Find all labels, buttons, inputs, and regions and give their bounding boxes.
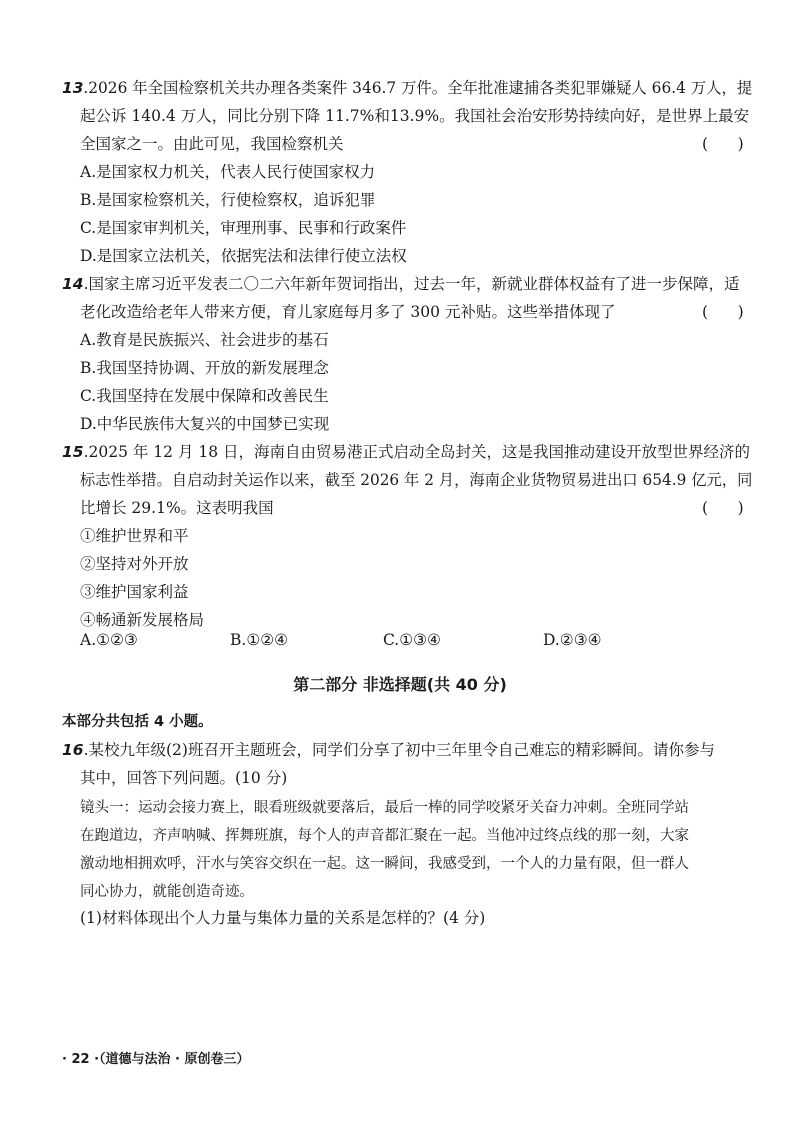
q14-number: 14 bbox=[62, 275, 84, 293]
q14-option-b: B.我国坚持协调、开放的新发展理念 bbox=[80, 359, 329, 377]
q16-line2: 其中，回答下列问题。(10 分) bbox=[80, 769, 288, 787]
q13-line2: 起公诉 140.4 万人，同比分别下降 11.7%和13.9%。我国社会治安形势持续向好，是世界上最安 bbox=[80, 107, 750, 125]
page-footer: · 22 ·（道德与法治 · 原创卷三） bbox=[62, 1052, 250, 1067]
q16-number: 16 bbox=[62, 741, 84, 759]
q14-line2: 老化改造给老年人带来方便，育儿家庭每月多了 300 元补贴。这些举措体现了 bbox=[80, 303, 616, 321]
q16-line1: 16.某校九年级(2)班召开主题班会，同学们分享了初中三年里令自己难忘的精彩瞬间。请你参与 bbox=[62, 741, 715, 759]
q14-option-a: A.教育是民族振兴、社会进步的基石 bbox=[80, 331, 329, 349]
q13-line3: 全国家之一。由此可见，我国检察机关 bbox=[80, 135, 344, 153]
q15-line2: 标志性举措。自启动封关运作以来，截至 2026 年 2 月，海南企业货物贸易进出口 654.9 亿元，同 bbox=[80, 471, 753, 489]
q13-number: 13 bbox=[62, 79, 84, 97]
q16-sub1: (1)材料体现出个人力量与集体力量的关系是怎样的？(4 分) bbox=[80, 909, 486, 927]
q13-option-c: C.是国家审判机关，审理刑事、民事和行政案件 bbox=[80, 219, 407, 237]
q14-answer-paren: ( ) bbox=[702, 303, 744, 321]
q14-option-c: C.我国坚持在发展中保障和改善民生 bbox=[80, 387, 329, 405]
q13-option-a: A.是国家权力机关，代表人民行使国家权力 bbox=[80, 163, 376, 181]
q15-line1: 15.2025 年 12 月 18 日，海南自由贸易港正式启动全岛封关，这是我国推动建设开放型世界经济的 bbox=[62, 443, 751, 461]
q16-material-line4: 同心协力，就能创造奇迹。 bbox=[80, 884, 254, 900]
q15-item-2: ②坚持对外开放 bbox=[80, 555, 189, 573]
q15-item-3: ③维护国家利益 bbox=[80, 583, 189, 601]
q16-material-line1: 镜头一：运动会接力赛上，眼看班级就要落后，最后一棒的同学咬紧牙关奋力冲刺。全班同学站 bbox=[80, 800, 689, 816]
q15-choice-d: D.②③④ bbox=[543, 631, 602, 649]
q13-option-b: B.是国家检察机关，行使检察权，追诉犯罪 bbox=[80, 191, 376, 209]
q16-material-line2: 在跑道边，齐声呐喊、挥舞班旗，每个人的声音都汇聚在一起。当他冲过终点线的那一刻，大家 bbox=[80, 828, 689, 844]
section-note: 本部分共包括 4 小题。 bbox=[62, 714, 213, 730]
q15-number: 15 bbox=[62, 443, 84, 461]
q15-answer-paren: ( ) bbox=[702, 499, 744, 517]
q15-choice-a: A.①②③ bbox=[80, 631, 138, 649]
q13-answer-paren: ( ) bbox=[702, 135, 744, 153]
q15-line3: 比增长 29.1%。这表明我国 bbox=[80, 499, 274, 517]
q15-item-4: ④畅通新发展格局 bbox=[80, 611, 205, 629]
q14-line1: 14.国家主席习近平发表二〇二六年新年贺词指出，过去一年，新就业群体权益有了进一步保障，适 bbox=[62, 275, 740, 293]
section-title: 第二部分 非选择题(共 40 分) bbox=[293, 675, 507, 694]
q13-line1: 13.2026 年全国检察机关共办理各类案件 346.7 万件。全年批准逮捕各类犯罪嫌疑人 66.4 万人，提 bbox=[62, 79, 753, 97]
q15-item-1: ①维护世界和平 bbox=[80, 527, 189, 545]
q16-material-line3: 激动地相拥欢呼，汗水与笑容交织在一起。这一瞬间，我感受到，一个人的力量有限，但一群人 bbox=[80, 856, 689, 872]
q13-option-d: D.是国家立法机关，依据宪法和法律行使立法权 bbox=[80, 247, 407, 265]
q15-choice-b: B.①②④ bbox=[230, 631, 289, 649]
q14-option-d: D.中华民族伟大复兴的中国梦已实现 bbox=[80, 415, 330, 433]
q15-choice-c: C.①③④ bbox=[383, 631, 441, 649]
